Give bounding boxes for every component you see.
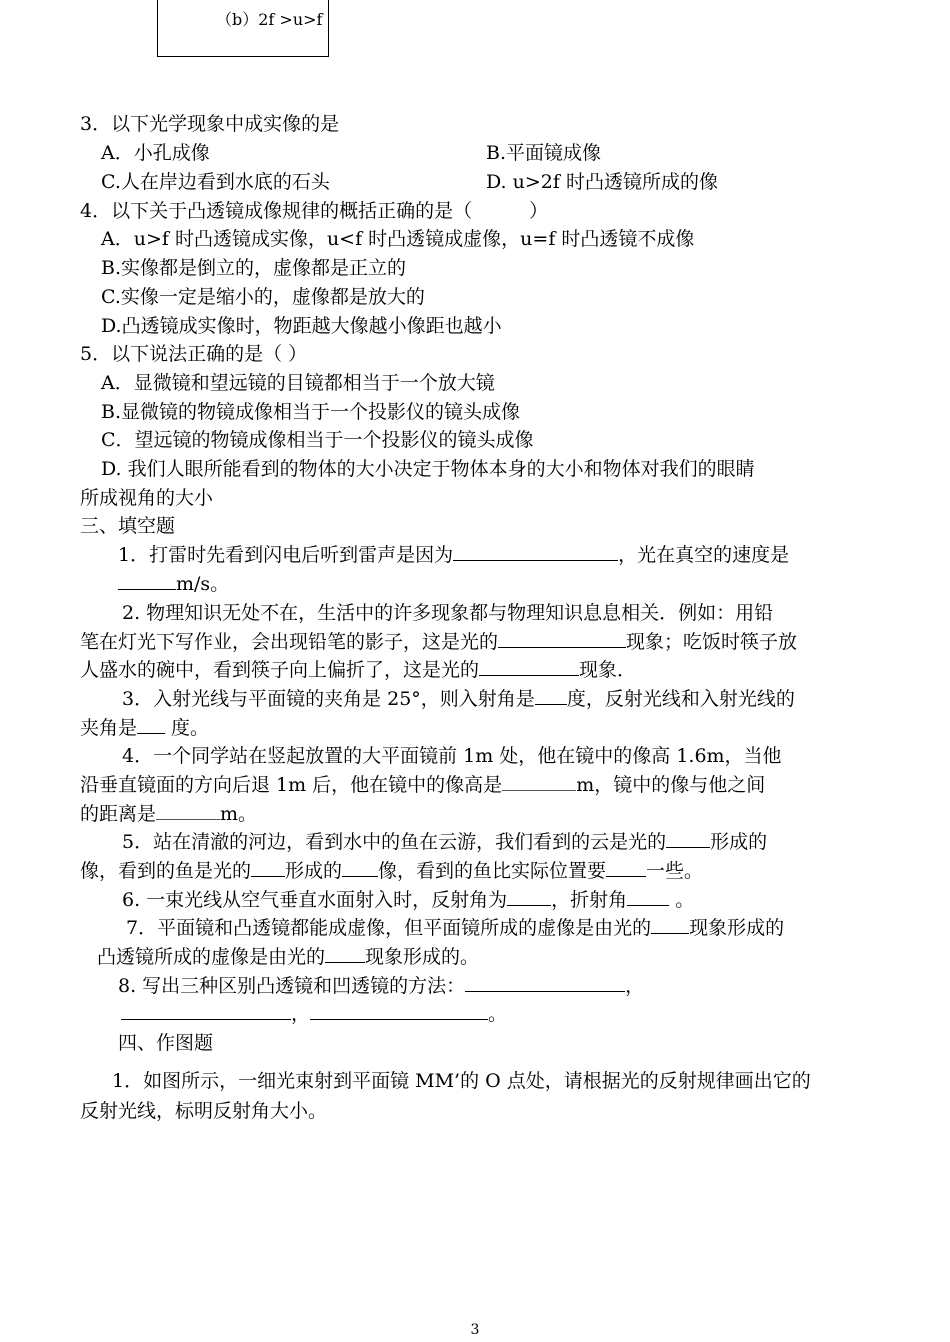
- fill4-blank1[interactable]: [502, 772, 576, 791]
- q4-option-b: B.实像都是倒立的，虚像都是正立的: [101, 257, 407, 279]
- draw1-line2: 反射光线，标明反射角大小。: [80, 1100, 328, 1122]
- fill2-line1: 2. 物理知识无处不在，生活中的许多现象都与物理知识息息相关．例如：用铅: [122, 602, 774, 624]
- fill1-text2: ，光在真空的速度是: [618, 544, 790, 566]
- fill4-text-a: 沿垂直镜面的方向后退 1m 后，他在镜中的像高是: [80, 774, 503, 796]
- fill8-line2: [121, 1001, 507, 1027]
- fill7-line1: [126, 915, 784, 941]
- fill2-blank2[interactable]: [479, 657, 579, 676]
- fill6-blank1[interactable]: [507, 887, 551, 906]
- fill5-line2: [80, 858, 703, 884]
- q3-option-a: A．小孔成像: [101, 142, 210, 164]
- fill8-blank1[interactable]: [465, 973, 625, 992]
- q4-option-c: C.实像一定是缩小的，虚像都是放大的: [101, 286, 425, 308]
- fill3-blank1[interactable]: [535, 686, 567, 705]
- fill5-text-a: 5．站在清澈的河边，看到水中的鱼在云游，我们看到的云是光的: [122, 831, 667, 853]
- fill8-blank3[interactable]: [310, 1001, 488, 1020]
- fill7-text-b: 现象形成的: [689, 917, 785, 939]
- fill1-line1: [118, 542, 789, 568]
- fill2-text-b: 现象；吃饭时筷子放: [626, 631, 798, 653]
- fill2-text-c: 人盛水的碗中，看到筷子向上偏折了，这是光的: [80, 659, 480, 681]
- q5-stem: 5．以下说法正确的是（ ）: [80, 343, 308, 365]
- q4-stem: 4．以下关于凸透镜成像规律的概括正确的是（ ）: [80, 200, 549, 222]
- q5-option-a: A．显微镜和望远镜的目镜都相当于一个放大镜: [101, 372, 495, 394]
- q3-option-d: D. u>2f 时凸透镜所成的像: [486, 171, 718, 193]
- fill7-line2: [97, 944, 479, 970]
- fill7-blank1[interactable]: [651, 915, 689, 934]
- fill8-text-c: ，: [291, 1003, 311, 1025]
- fill6-text-a: 6. 一束光线从空气垂直水面射入时，反射角为: [122, 889, 508, 911]
- fill8-text-b: ，: [625, 975, 645, 997]
- fill5-text-c: 像，看到的鱼是光的: [80, 860, 252, 882]
- fill7-text-d: 现象形成的。: [365, 946, 480, 968]
- fill4-line3: [80, 801, 257, 827]
- fill4-line2: [80, 772, 765, 798]
- section-drawing-heading: 四、作图题: [118, 1032, 214, 1054]
- page-number: 3: [470, 1322, 480, 1338]
- fill6-blank2[interactable]: [627, 887, 669, 906]
- fill2-line2: [80, 629, 797, 655]
- draw1-line1: 1．如图所示，一细光束射到平面镜 MM’的 O 点处，请根据光的反射规律画出它的: [112, 1070, 811, 1092]
- fill5-text-d: 形成的: [285, 860, 343, 882]
- q3-option-b: B.平面镜成像: [486, 142, 602, 164]
- fill3-text-a: 3．入射光线与平面镜的夹角是 25°，则入射角是: [122, 688, 535, 710]
- fill4-text-c: 的距离是: [80, 803, 157, 825]
- box-label: （b）2f >u>f: [216, 10, 323, 29]
- fill5-text-b: 形成的: [710, 831, 768, 853]
- fill2-text-d: 现象．: [579, 659, 637, 681]
- fill3-blank2[interactable]: [137, 715, 165, 734]
- fill5-blank4[interactable]: [606, 858, 646, 877]
- fill1-blank1[interactable]: [453, 542, 618, 561]
- fill3-text-d: 度。: [165, 717, 210, 739]
- q3-stem: 3．以下光学现象中成实像的是: [80, 113, 340, 135]
- fill5-text-e: 像，看到的鱼比实际位置要: [378, 860, 607, 882]
- fill1-line2: [118, 571, 229, 597]
- q5-option-c: C．望远镜的物镜成像相当于一个投影仪的镜头成像: [101, 429, 534, 451]
- fill4-text-d: m。: [220, 803, 258, 825]
- fill8-text-d: 。: [488, 1003, 508, 1025]
- fill5-line1: [122, 829, 767, 855]
- fill4-text-b: m，镜中的像与他之间: [576, 774, 766, 796]
- fill5-blank1[interactable]: [666, 829, 710, 848]
- answer-box: [157, 0, 329, 57]
- fill1-text3: m/s。: [176, 573, 230, 595]
- fill8-blank2[interactable]: [121, 1001, 291, 1020]
- fill8-line1: [118, 973, 644, 999]
- q4-option-a: A．u>f 时凸透镜成实像，u<f 时凸透镜成虚像，u=f 时凸透镜不成像: [101, 228, 695, 250]
- fill1-text1: 1．打雷时先看到闪电后听到雷声是因为: [118, 544, 454, 566]
- fill5-blank2[interactable]: [251, 858, 285, 877]
- fill6-line: [122, 887, 694, 913]
- q3-option-c: C.人在岸边看到水底的石头: [101, 171, 330, 193]
- fill3-text-c: 夹角是: [80, 717, 138, 739]
- fill6-text-b: ，折射角: [551, 889, 628, 911]
- fill8-text-a: 8. 写出三种区别凸透镜和凹透镜的方法：: [118, 975, 466, 997]
- fill5-blank3[interactable]: [342, 858, 378, 877]
- fill3-line2: [80, 715, 209, 741]
- fill2-text-a: 笔在灯光下写作业，会出现铅笔的影子，这是光的: [80, 631, 499, 653]
- fill7-blank2[interactable]: [325, 944, 365, 963]
- fill6-text-c: 。: [669, 889, 695, 911]
- q5-option-d-line1: D. 我们人眼所能看到的物体的大小决定于物体本身的大小和物体对我们的眼睛: [101, 458, 755, 480]
- fill7-text-c: 凸透镜所成的虚像是由光的: [97, 946, 326, 968]
- fill4-blank2[interactable]: [156, 801, 220, 820]
- q5-option-d-line2: 所成视角的大小: [80, 487, 214, 509]
- q5-option-b: B.显微镜的物镜成像相当于一个投影仪的镜头成像: [101, 401, 521, 423]
- fill1-blank2[interactable]: [118, 571, 176, 590]
- fill3-text-b: 度，反射光线和入射光线的: [566, 688, 795, 710]
- section-fill-in-heading: 三、填空题: [80, 515, 176, 537]
- fill4-line1: 4．一个同学站在竖起放置的大平面镜前 1m 处，他在镜中的像高 1.6m，当他: [122, 745, 782, 767]
- fill3-line1: [122, 686, 795, 712]
- fill7-text-a: 7．平面镜和凸透镜都能成虚像，但平面镜所成的虚像是由光的: [126, 917, 652, 939]
- q4-option-d: D.凸透镜成实像时，物距越大像越小像距也越小: [101, 315, 502, 337]
- fill5-text-f: 一些。: [646, 860, 704, 882]
- fill2-blank1[interactable]: [498, 629, 626, 648]
- fill2-line3: [80, 657, 636, 683]
